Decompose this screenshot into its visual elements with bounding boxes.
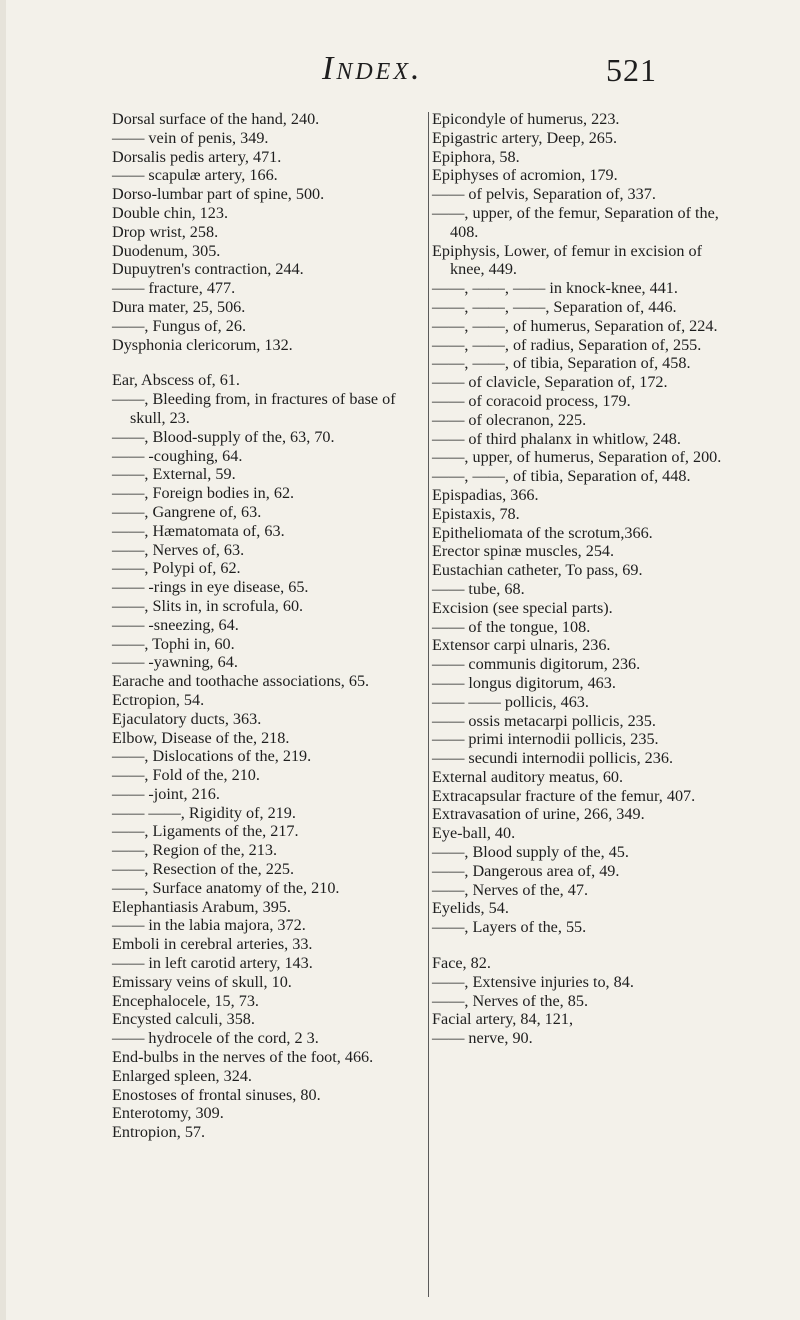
index-entry: ——, ——, of humerus, Separation of, 224. bbox=[432, 316, 718, 335]
page-header bbox=[0, 38, 800, 98]
index-entry: ——, Resection of the, 225. bbox=[112, 860, 295, 879]
index-entry: ——, Tophi in, 60. bbox=[112, 634, 235, 653]
index-entry: —— hydrocele of the cord, 2 3. bbox=[112, 1029, 319, 1048]
section-gap bbox=[112, 354, 424, 371]
index-entry: —— -joint, 216. bbox=[112, 784, 220, 803]
section-gap bbox=[432, 937, 732, 954]
index-entry: Eustachian catheter, To pass, 69. bbox=[432, 561, 643, 580]
index-entry: ——, Slits in, in scrofula, 60. bbox=[112, 596, 304, 615]
index-entry: Epiphyses of acromion, 179. bbox=[432, 166, 618, 185]
index-entry: —— -rings in eye disease, 65. bbox=[112, 578, 309, 597]
index-entry: Drop wrist, 258. bbox=[112, 222, 219, 241]
index-entry: Enostoses of frontal sinuses, 80. bbox=[112, 1085, 321, 1104]
running-head: Index. bbox=[322, 50, 423, 87]
index-entry: ——, Hæmatomata of, 63. bbox=[112, 521, 285, 540]
index-entry: —— vein of penis, 349. bbox=[112, 128, 269, 147]
index-entry: Dorsalis pedis artery, 471. bbox=[112, 147, 282, 166]
index-entry: Face, 82. bbox=[432, 954, 491, 973]
index-entry: ——, upper, of the femur, Separation of the, 408. bbox=[432, 203, 719, 241]
index-entry: —— of pelvis, Separation of, 337. bbox=[432, 185, 656, 204]
index-entry: Excision (see special parts). bbox=[432, 598, 613, 617]
page-number: 521 bbox=[606, 52, 657, 88]
index-entry: Elbow, Disease of the, 218. bbox=[112, 728, 290, 747]
index-entry: Epispadias, 366. bbox=[432, 485, 539, 504]
index-entry: —— primi internodii pollicis, 235. bbox=[432, 730, 659, 749]
index-entry: Emissary veins of skull, 10. bbox=[112, 972, 292, 991]
index-entry: —— of clavicle, Separation of, 172. bbox=[432, 373, 668, 392]
index-entry: —— of the tongue, 108. bbox=[432, 617, 591, 636]
index-entry: Dorsal surface of the hand, 240. bbox=[112, 110, 320, 128]
index-entry: ——, upper, of humerus, Separation of, 200. bbox=[432, 448, 722, 467]
index-entry: —— ossis metacarpi pollicis, 235. bbox=[432, 711, 656, 730]
index-entry: Extravasation of urine, 266, 349. bbox=[432, 805, 645, 824]
index-entry: Epigastric artery, Deep, 265. bbox=[432, 128, 618, 147]
index-entry: ——, ——, of radius, Separation of, 255. bbox=[432, 335, 702, 354]
index-entry: Emboli in cerebral arteries, 33. bbox=[112, 935, 313, 954]
index-entry: ——, Fungus of, 26. bbox=[112, 316, 247, 335]
index-entry: ——, Polypi of, 62. bbox=[112, 559, 241, 578]
index-entry: —— of third phalanx in whitlow, 248. bbox=[432, 429, 681, 448]
index-entry: External auditory meatus, 60. bbox=[432, 767, 624, 786]
index-entry: ——, ——, ——, Separation of, 446. bbox=[432, 297, 677, 316]
index-entry: Erector spinæ muscles, 254. bbox=[432, 542, 615, 561]
index-column-left bbox=[112, 110, 424, 1142]
index-column-right bbox=[432, 110, 732, 1048]
index-entry: Epiphysis, Lower, of femur in excision of knee, 449. bbox=[432, 241, 702, 279]
index-entry: ——, Foreign bodies in, 62. bbox=[112, 484, 295, 503]
index-entry: Dura mater, 25, 506. bbox=[112, 297, 246, 316]
index-entry: —— in left carotid artery, 143. bbox=[112, 954, 313, 973]
index-entry: Enlarged spleen, 324. bbox=[112, 1066, 252, 1085]
index-entry: Dorso-lumbar part of spine, 500. bbox=[112, 185, 325, 204]
index-entry: Ejaculatory ducts, 363. bbox=[112, 709, 262, 728]
index-entry: Ectropion, 54. bbox=[112, 690, 205, 709]
index-entry: ——, Extensive injuries to, 84. bbox=[432, 972, 634, 991]
index-entry: —— of coracoid process, 179. bbox=[432, 391, 631, 410]
index-entry: ——, Surface anatomy of the, 210. bbox=[112, 878, 340, 897]
index-entry: Epicondyle of humerus, 223. bbox=[432, 110, 620, 128]
index-entry: —— nerve, 90. bbox=[432, 1029, 533, 1048]
index-entry: —— longus digitorum, 463. bbox=[432, 673, 616, 692]
index-entry: Earache and toothache associations, 65. bbox=[112, 672, 370, 691]
index-entry: ——, Ligaments of the, 217. bbox=[112, 822, 299, 841]
index-entry: —— in the labia majora, 372. bbox=[112, 916, 306, 935]
index-entry: —— -coughing, 64. bbox=[112, 446, 243, 465]
index-entry: Elephantiasis Arabum, 395. bbox=[112, 897, 291, 916]
index-entry: ——, Blood supply of the, 45. bbox=[432, 843, 629, 862]
index-entry: ——, Dislocations of the, 219. bbox=[112, 747, 312, 766]
page-edge-shadow bbox=[0, 0, 6, 1320]
index-entry: —— scapulæ artery, 166. bbox=[112, 166, 278, 185]
index-entry: —— tube, 68. bbox=[432, 579, 525, 598]
index-entry: Extensor carpi ulnaris, 236. bbox=[432, 636, 611, 655]
index-entry: Epistaxis, 78. bbox=[432, 504, 520, 523]
index-entry: Extracapsular fracture of the femur, 407. bbox=[432, 786, 696, 805]
index-entry: ——, Nerves of the, 47. bbox=[432, 880, 588, 899]
index-entry: ——, Blood-supply of the, 63, 70. bbox=[112, 427, 335, 446]
index-entry: —— fracture, 477. bbox=[112, 279, 236, 298]
index-entry: —— -yawning, 64. bbox=[112, 653, 238, 672]
index-entry: ——, ——, —— in knock-knee, 441. bbox=[432, 279, 678, 298]
index-entry: End-bulbs in the nerves of the foot, 466. bbox=[112, 1048, 374, 1067]
index-entry: —— -sneezing, 64. bbox=[112, 615, 239, 634]
index-entry: ——, Dangerous area of, 49. bbox=[432, 861, 620, 880]
index-entry: —— communis digitorum, 236. bbox=[432, 655, 641, 674]
index-entry: ——, Nerves of, 63. bbox=[112, 540, 245, 559]
index-entry: Entropion, 57. bbox=[112, 1123, 206, 1142]
index-entry: Epiphora, 58. bbox=[432, 147, 520, 166]
index-entry: Eye-ball, 40. bbox=[432, 824, 516, 843]
index-entry: ——, ——, of tibia, Separation of, 458. bbox=[432, 354, 691, 373]
index-entry: Epitheliomata of the scrotum,366. bbox=[432, 523, 653, 542]
index-entry: ——, Fold of the, 210. bbox=[112, 766, 260, 785]
index-entry: Double chin, 123. bbox=[112, 203, 228, 222]
index-entry: ——, Bleeding from, in fractures of base of skull, 23. bbox=[112, 390, 396, 427]
index-entry: Encephalocele, 15, 73. bbox=[112, 991, 259, 1010]
index-entry: Eyelids, 54. bbox=[432, 899, 509, 918]
index-entry: Dupuytren's contraction, 244. bbox=[112, 260, 304, 279]
index-entry: ——, ——, of tibia, Separation of, 448. bbox=[432, 467, 691, 486]
index-entry: Dysphonia clericorum, 132. bbox=[112, 335, 293, 354]
index-entry: ——, Gangrene of, 63. bbox=[112, 502, 262, 521]
index-entry: Duodenum, 305. bbox=[112, 241, 221, 260]
index-entry: ——, External, 59. bbox=[112, 465, 236, 484]
index-entry: Ear, Abscess of, 61. bbox=[112, 371, 240, 390]
column-divider bbox=[428, 112, 429, 1297]
index-entry: —— secundi internodii pollicis, 236. bbox=[432, 749, 673, 768]
index-entry: —— of olecranon, 225. bbox=[432, 410, 587, 429]
index-entry: Enterotomy, 309. bbox=[112, 1104, 224, 1123]
index-entry: ——, Nerves of the, 85. bbox=[432, 991, 588, 1010]
index-entry: Encysted calculi, 358. bbox=[112, 1010, 255, 1029]
index-entry: —— —— pollicis, 463. bbox=[432, 692, 589, 711]
index-entry: ——, Layers of the, 55. bbox=[432, 918, 587, 937]
index-entry: ——, Region of the, 213. bbox=[112, 841, 278, 860]
index-entry: Facial artery, 84, 121, bbox=[432, 1010, 573, 1029]
index-entry: —— ——, Rigidity of, 219. bbox=[112, 803, 296, 822]
